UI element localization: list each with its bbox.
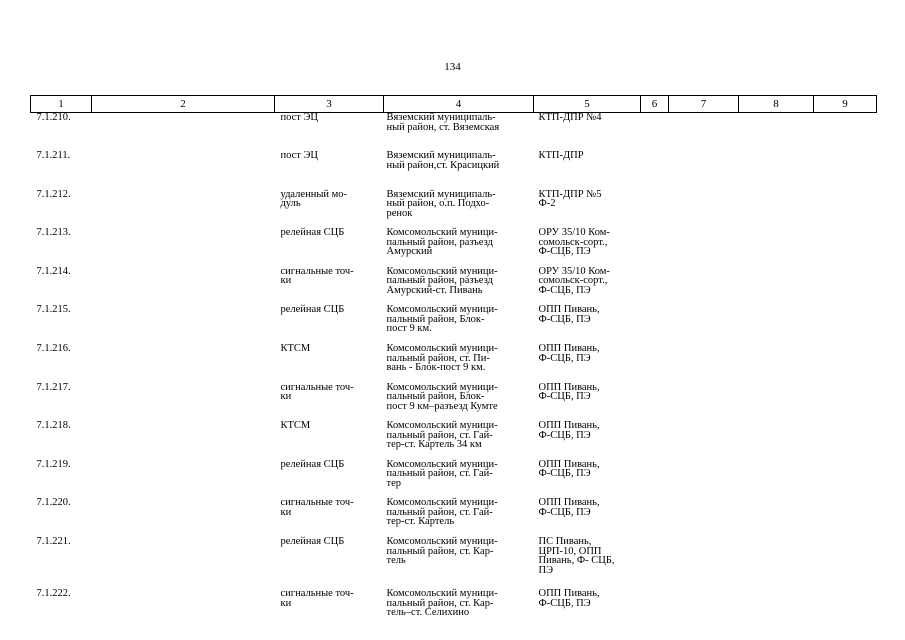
table-row: [31, 305, 877, 344]
object-name: пост ЭЦ: [280, 150, 319, 162]
cell-col7: [669, 228, 739, 267]
cell-col7: [669, 190, 739, 229]
column-header: 5: [534, 96, 641, 113]
cell-col2: [92, 190, 275, 229]
cell-col6: [641, 383, 669, 422]
location: Комсомольский муници- пальный район, ст. Гай- тер-ст. Картель 34 км: [386, 420, 498, 451]
table-row: [31, 460, 877, 499]
cell-col7: [669, 151, 739, 190]
cell-col6: [641, 344, 669, 383]
location: Комсомольский муници- пальный район, Блок- пост 9 км.: [386, 304, 498, 335]
object-name: пост ЭЦ: [280, 112, 319, 123]
table-row: [31, 190, 877, 229]
cell-col2: [92, 537, 275, 589]
location: Вяземский муниципаль- ный район, о.п. Подхо- ренок: [386, 188, 496, 219]
cell-col9: [814, 344, 877, 383]
table-row: [31, 267, 877, 306]
cell-col9: [814, 228, 877, 267]
row-number: 7.1.211.: [36, 150, 71, 162]
table-header-row: [31, 96, 877, 113]
cell-col7: [669, 267, 739, 306]
power-source: ОПП Пивань, Ф-СЦБ, ПЭ: [538, 381, 600, 403]
page-number: 134: [444, 61, 461, 73]
cell-col2: [92, 421, 275, 460]
column-header: 6: [641, 96, 669, 113]
cell-col6: [641, 460, 669, 499]
power-source: ОПП Пивань, Ф-СЦБ, ПЭ: [538, 497, 600, 518]
cell-col8: [739, 421, 814, 460]
cell-col9: [814, 498, 877, 537]
document-table: [30, 95, 877, 628]
column-header: 4: [384, 96, 534, 113]
row-number: 7.1.222.: [36, 588, 71, 600]
cell-col6: [641, 589, 669, 628]
object-name: удаленный мо- дуль: [280, 188, 348, 210]
power-source: ОПП Пивань, Ф-СЦБ, ПЭ: [538, 588, 600, 609]
column-header: 9: [814, 96, 877, 113]
cell-col7: [669, 589, 739, 628]
location: Вяземский муниципаль- ный район,ст. Красицкий: [386, 150, 500, 171]
table-row: [31, 589, 877, 628]
cell-col8: [739, 305, 814, 344]
location: Комсомольский муници- пальный район, Блок- пост 9 км–разъезд Кумте: [386, 381, 498, 412]
column-header: 1: [31, 96, 92, 113]
cell-col8: [739, 228, 814, 267]
cell-col7: [669, 383, 739, 422]
column-header: 3: [275, 96, 384, 113]
cell-col6: [641, 190, 669, 229]
table-body: [31, 113, 877, 628]
power-source: КТП-ДПР №4: [538, 112, 602, 123]
row-number: 7.1.215.: [36, 304, 71, 316]
power-source: ОРУ 35/10 Ком- сомольск-сорт., Ф-СЦБ, ПЭ: [538, 227, 610, 258]
cell-col9: [814, 537, 877, 589]
column-header: 7: [669, 96, 739, 113]
row-number: 7.1.219.: [36, 458, 71, 470]
table-row: [31, 383, 877, 422]
row-number: 7.1.210.: [36, 112, 71, 123]
cell-col9: [814, 589, 877, 628]
table-row: [31, 344, 877, 383]
cell-col8: [739, 383, 814, 422]
location: Комсомольский муници- пальный район, разъезд Амурский: [386, 227, 498, 258]
table-row: [31, 537, 877, 589]
power-source: ОПП Пивань, Ф-СЦБ, ПЭ: [538, 458, 600, 480]
row-number: 7.1.214.: [36, 265, 71, 277]
object-name: сигнальные точ- ки: [280, 588, 354, 609]
object-name: КТСМ: [280, 343, 311, 355]
power-source: КТП-ДПР: [538, 150, 584, 162]
cell-col9: [814, 151, 877, 190]
cell-col9: [814, 305, 877, 344]
row-number: 7.1.212.: [36, 188, 71, 200]
power-source: ОПП Пивань, Ф-СЦБ, ПЭ: [538, 304, 600, 325]
column-header: 2: [92, 96, 275, 113]
object-name: сигнальные точ- ки: [280, 265, 354, 287]
cell-col8: [739, 460, 814, 499]
location: Комсомольский муници- пальный район, ст. Кар- тель–ст. Селихино: [386, 588, 498, 619]
cell-col7: [669, 460, 739, 499]
location: Комсомольский муници- пальный район, разъезд Амурский-ст. Пивань: [386, 265, 498, 296]
cell-col8: [739, 267, 814, 306]
cell-col2: [92, 151, 275, 190]
row-number: 7.1.218.: [36, 420, 71, 432]
cell-col9: [814, 460, 877, 499]
power-source: КТП-ДПР №5 Ф-2: [538, 188, 602, 210]
cell-col8: [739, 537, 814, 589]
power-source: ОРУ 35/10 Ком- сомольск-сорт., Ф-СЦБ, ПЭ: [538, 265, 610, 296]
cell-col8: [739, 113, 814, 152]
cell-col8: [739, 190, 814, 229]
cell-col6: [641, 421, 669, 460]
cell-col6: [641, 267, 669, 306]
cell-col2: [92, 305, 275, 344]
cell-col6: [641, 305, 669, 344]
object-name: сигнальные точ- ки: [280, 381, 354, 403]
cell-col7: [669, 305, 739, 344]
cell-col8: [739, 498, 814, 537]
cell-col8: [739, 344, 814, 383]
cell-col8: [739, 151, 814, 190]
column-header: 8: [739, 96, 814, 113]
object-name: релейная СЦБ: [280, 536, 345, 548]
cell-col9: [814, 113, 877, 152]
cell-col2: [92, 589, 275, 628]
cell-col9: [814, 190, 877, 229]
row-number: 7.1.217.: [36, 381, 71, 393]
location: Комсомольский муници- пальный район, ст. Кар- тель: [386, 536, 498, 567]
object-name: сигнальные точ- ки: [280, 497, 354, 518]
object-name: релейная СЦБ: [280, 227, 345, 239]
cell-col2: [92, 344, 275, 383]
cell-col9: [814, 383, 877, 422]
table-row: [31, 421, 877, 460]
cell-col6: [641, 151, 669, 190]
cell-col9: [814, 421, 877, 460]
cell-col2: [92, 267, 275, 306]
table-row: [31, 228, 877, 267]
power-source: ОПП Пивань, Ф-СЦБ, ПЭ: [538, 343, 600, 364]
location: Вяземский муниципаль- ный район, ст. Вяземская: [386, 112, 500, 133]
cell-col2: [92, 460, 275, 499]
row-number: 7.1.221.: [36, 536, 71, 548]
cell-col7: [669, 421, 739, 460]
cell-col2: [92, 383, 275, 422]
cell-col8: [739, 589, 814, 628]
cell-col6: [641, 498, 669, 537]
location: Комсомольский муници- пальный район, ст. Пи- вань - Блок-пост 9 км.: [386, 343, 498, 374]
cell-col7: [669, 344, 739, 383]
cell-col7: [669, 498, 739, 537]
cell-col6: [641, 537, 669, 589]
table-row: [31, 151, 877, 190]
cell-col7: [669, 537, 739, 589]
power-source: ОПП Пивань, Ф-СЦБ, ПЭ: [538, 420, 600, 441]
cell-col7: [669, 113, 739, 152]
location: Комсомольский муници- пальный район, ст. Гай- тер: [386, 458, 498, 489]
object-name: релейная СЦБ: [280, 458, 345, 470]
cell-col2: [92, 113, 275, 152]
location: Комсомольский муници- пальный район, ст. Гай- тер-ст. Картель: [386, 497, 498, 528]
object-name: релейная СЦБ: [280, 304, 345, 316]
cell-col2: [92, 228, 275, 267]
cell-col6: [641, 228, 669, 267]
row-number: 7.1.216.: [36, 343, 71, 355]
cell-col9: [814, 267, 877, 306]
row-number: 7.1.213.: [36, 227, 71, 239]
power-source: ПС Пивань, ЦРП-10, ОПП Пивань, Ф- СЦБ, ПЭ: [538, 536, 615, 576]
table-row: [31, 113, 877, 152]
cell-col2: [92, 498, 275, 537]
object-name: КТСМ: [280, 420, 311, 432]
cell-col6: [641, 113, 669, 152]
table-row: [31, 498, 877, 537]
row-number: 7.1.220.: [36, 497, 71, 509]
